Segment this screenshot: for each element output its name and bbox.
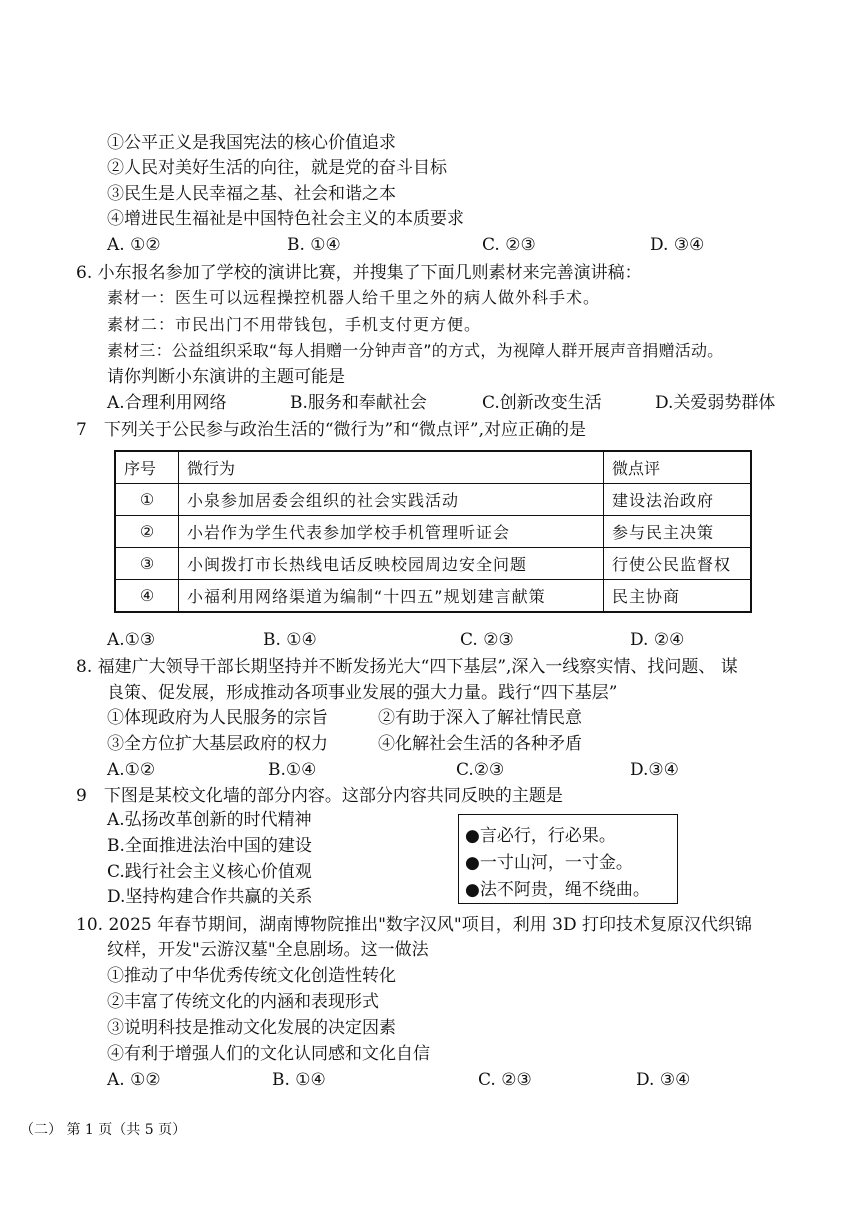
q6-material-3: 素材三：公益组织采取“每人捐赠一分钟声音”的方式，为视障人群开展声音捐赠活动。 [107, 341, 724, 360]
q8-option-d[interactable]: D.③④ [630, 760, 679, 780]
q10-item-1: ①推动了中华优秀传统文化创造性转化 [107, 966, 396, 986]
q7-row-comment: 民主协商 [604, 580, 752, 613]
q6-material-2: 素材二：市民出门不用带钱包，手机支付更方便。 [107, 315, 482, 334]
q7-row-number: ③ [115, 548, 179, 580]
q6-option-a[interactable]: A.合理利用网络 [107, 393, 227, 413]
table-row [115, 484, 751, 516]
q7-option-c[interactable]: C. ②③ [460, 630, 514, 650]
q8-item-2: ②有助于深入了解社情民意 [378, 708, 582, 728]
q7-table [114, 450, 752, 613]
q10-stem-line-1: 10. 2025 年春节期间，湖南博物院推出"数字汉风"项目，利用 3D 打印技术复原汉代织锦 [76, 915, 752, 935]
q6-option-c[interactable]: C.创新改变生活 [482, 393, 602, 413]
q10-item-4: ④有利于增强人们的文化认同感和文化自信 [107, 1044, 430, 1064]
q7-row-behavior: 小福利用网络渠道为编制“十四五”规划建言献策 [179, 580, 604, 613]
q7-table-header [115, 451, 751, 484]
q5-item-3: ③民生是人民幸福之基、社会和谐之本 [107, 184, 396, 204]
q7-row-behavior: 小泉参加居委会组织的社会实践活动 [179, 484, 604, 516]
q5-item-2: ②人民对美好生活的向往，就是党的奋斗目标 [107, 158, 447, 178]
q6-stem: 6. 小东报名参加了学校的演讲比赛，并搜集了下面几则素材来完善演讲稿： [76, 263, 642, 283]
q10-stem-line-2: 纹样，开发"云游汉墓"全息剧场。这一做法 [107, 940, 429, 960]
table-row [115, 580, 751, 613]
q10-option-a[interactable]: A. ①② [107, 1070, 161, 1090]
q9-culture-wall-box [458, 814, 678, 904]
q9-option-c[interactable]: C.践行社会主义核心价值观 [107, 862, 312, 882]
q8-option-a[interactable]: A.①② [107, 760, 156, 780]
q7-row-behavior: 小岩作为学生代表参加学校手机管理听证会 [179, 516, 604, 548]
q7-row-behavior: 小闽拨打市长热线电话反映校园周边安全问题 [179, 548, 604, 580]
q10-option-c[interactable]: C. ②③ [478, 1070, 532, 1090]
q7-row-number: ④ [115, 580, 179, 613]
q7-row-comment: 建设法治政府 [604, 484, 752, 516]
q8-item-3: ③全方位扩大基层政府的权力 [107, 734, 328, 754]
q7-row-comment: 参与民主决策 [604, 516, 752, 548]
q5-option-a[interactable]: A. ①② [107, 235, 161, 255]
q5-item-4: ④增进民生福祉是中国特色社会主义的本质要求 [107, 209, 464, 229]
q6-material-1: 素材一：医生可以远程操控机器人给千里之外的病人做外科手术。 [107, 288, 601, 307]
q10-item-2: ②丰富了传统文化的内涵和表现形式 [107, 992, 379, 1012]
q5-option-d[interactable]: D. ③④ [650, 235, 705, 255]
q9-option-b[interactable]: B.全面推进法治中国的建设 [107, 836, 312, 856]
q7-option-d[interactable]: D. ②④ [630, 630, 685, 650]
q7-row-number: ② [115, 516, 179, 548]
q8-stem-line-1: 8. 福建广大领导干部长期坚持并不断发扬光大“四下基层”,深入一线察实情、找问题、 谋 [76, 657, 738, 677]
q6-option-b[interactable]: B.服务和奉献社会 [290, 393, 427, 413]
q7-option-a[interactable]: A.①③ [107, 630, 156, 650]
q9-stem: 9 下图是某校文化墙的部分内容。这部分内容共同反映的主题是 [76, 786, 563, 806]
q5-item-1: ①公平正义是我国宪法的核心价值追求 [107, 133, 396, 153]
q7-row-number: ① [115, 484, 179, 516]
q7-header-comment: 微点评 [604, 451, 752, 484]
q8-option-c[interactable]: C.②③ [456, 760, 505, 780]
q5-option-b[interactable]: B. ①④ [287, 235, 341, 255]
q10-item-3: ③说明科技是推动文化发展的决定因素 [107, 1018, 396, 1038]
q5-option-c[interactable]: C. ②③ [482, 235, 536, 255]
q8-option-b[interactable]: B.①④ [268, 760, 317, 780]
q8-stem-line-2: 良策、促发展，形成推动各项事业发展的强大力量。践行“四下基层” [107, 683, 618, 703]
q9-box-line-2: ●一寸山河，一寸金。 [465, 853, 633, 873]
table-row [115, 516, 751, 548]
q10-option-b[interactable]: B. ①④ [272, 1070, 326, 1090]
q9-option-a[interactable]: A.弘扬改革创新的时代精神 [107, 810, 312, 830]
q7-option-b[interactable]: B. ①④ [263, 630, 317, 650]
q9-option-d[interactable]: D.坚持构建合作共赢的关系 [107, 887, 313, 907]
q8-item-4: ④化解社会生活的各种矛盾 [378, 734, 582, 754]
q9-box-line-3: ●法不阿贵，绳不绕曲。 [465, 880, 650, 900]
q9-box-line-1: ●言必行，行必果。 [465, 826, 616, 846]
q7-stem: 7 下列关于公民参与政治生活的“微行为”和“微点评”,对应正确的是 [76, 420, 586, 440]
q7-row-comment: 行使公民监督权 [604, 548, 752, 580]
q10-option-d[interactable]: D. ③④ [636, 1070, 691, 1090]
q7-header-number: 序号 [115, 451, 179, 484]
q6-question: 请你判断小东演讲的主题可能是 [107, 367, 345, 387]
q8-item-1: ①体现政府为人民服务的宗旨 [107, 708, 328, 728]
page-footer: （二） 第 1 页（共 5 页） [20, 1122, 187, 1138]
q6-option-d[interactable]: D.关爱弱势群体 [655, 393, 776, 413]
table-row [115, 548, 751, 580]
q7-header-behavior: 微行为 [179, 451, 604, 484]
